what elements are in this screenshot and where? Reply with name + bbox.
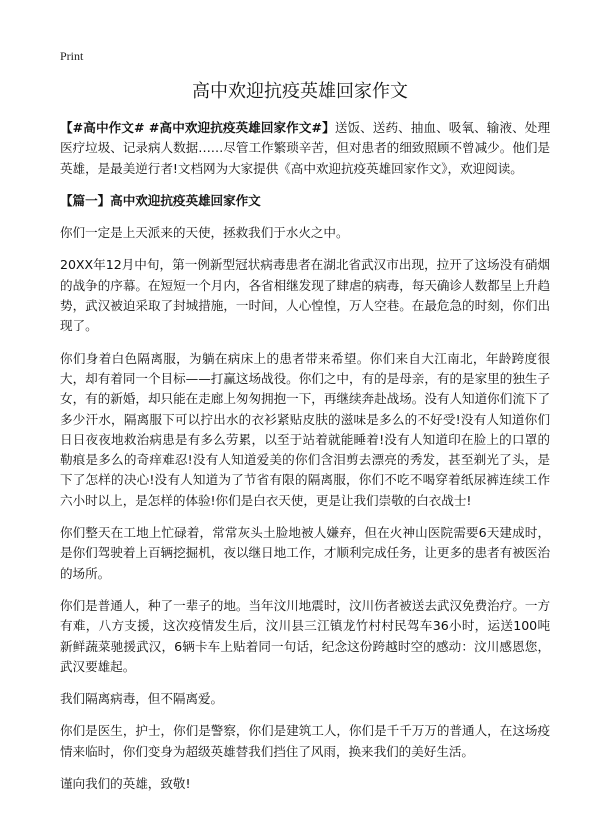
section-heading: 【篇一】高中欢迎抗疫英雄回家作文 (60, 192, 261, 208)
body-paragraph: 我们隔离病毒，但不隔离爱。 (60, 691, 224, 707)
body-paragraph: 谨向我们的英雄，致敬! (60, 776, 191, 792)
body-paragraph: 20XX年12月中旬，第一例新型冠状病毒患者在湖北省武汉市出现，拉开了这场没有硝烟的战争的序幕。在短短一个月内，各省相继发现了肆虐的病毒，每天确诊人数都呈上升趋势，武汉被迫采取了封城措施，一时间，人心惶惶，万人空巷。在最危急的时刻，你们出现了。 (60, 257, 550, 334)
body-paragraph: 你们是医生，护士，你们是警察，你们是建筑工人，你们是千千万万的普通人，在这场疫情来临时，你们变身为超级英雄替我们挡住了风雨，换来我们的美好生活。 (60, 723, 550, 759)
intro-text: 送饭、送药、抽血、吸氧、输液、处理医疗垃圾、记录病人数据……尽管工作繁琐辛苦，但对患者的细致照顾不曾减少。他们是英雄，是最美逆行者!文档网为大家提供《高中欢迎抗疫英雄回家作文》，欢迎阅读。 (60, 120, 550, 176)
article-body (60, 118, 550, 806)
body-paragraph: 你们身着白色隔离服，为躺在病床上的患者带来希望。你们来自大江南北，年龄跨度很大，却有着同一个目标——打赢这场战役。你们之中，有的是母亲，有的是家里的独生子女，有的新婚，却只能在走廊上匆匆拥抱一下，再继续奔赴战场。没有人知道你们流下了多少汗水，隔离服下可以拧出水的衣衫紧贴皮肤的滋味是多么的不好受!没有人知道你们日日夜夜地救治病患是有多么劳累，以至于站着就能睡着!没有人知道印在脸上的口罩的勒痕是多么的奇痒难忍!没有人知道爱美的你们含泪剪去漂亮的秀发，甚至剃光了头，是下了怎样的决心!没有人知道为了节省有限的隔离服，你们不吃不喝穿着纸尿裤连续工作六小时以上，是怎样的体验!你们是白衣天使，更是让我们崇敬的白衣战士! (60, 350, 550, 508)
intro-tags: 【#高中作文# #高中欢迎抗疫英雄回家作文#】 (60, 120, 335, 135)
body-paragraph: 你们一定是上天派来的天使，拯救我们于水火之中。 (60, 225, 349, 241)
print-link[interactable]: Print (60, 49, 84, 63)
page-title: 高中欢迎抗疫英雄回家作文 (192, 81, 408, 102)
body-paragraph: 你们整天在工地上忙碌着，常常灰头土脸地被人嫌弃，但在火神山医院需要6天建成时，是你们驾驶着上百辆挖掘机，夜以继日地工作，才顺利完成任务，让更多的患者有被医治的场所。 (60, 525, 550, 581)
intro-paragraph (60, 118, 550, 179)
body-paragraph: 你们是普通人，种了一辈子的地。当年汶川地震时，汶川伤者被送去武汉免费治疗。一方有难，八方支援，这次疫情发生后，汶川县三江镇龙竹村村民驾车36小时，运送100吨新鲜蔬菜驰援武汉，6辆卡车上贴着同一句话，纪念这份跨越时空的感动：汶川感恩您，武汉要雄起。 (60, 597, 550, 674)
